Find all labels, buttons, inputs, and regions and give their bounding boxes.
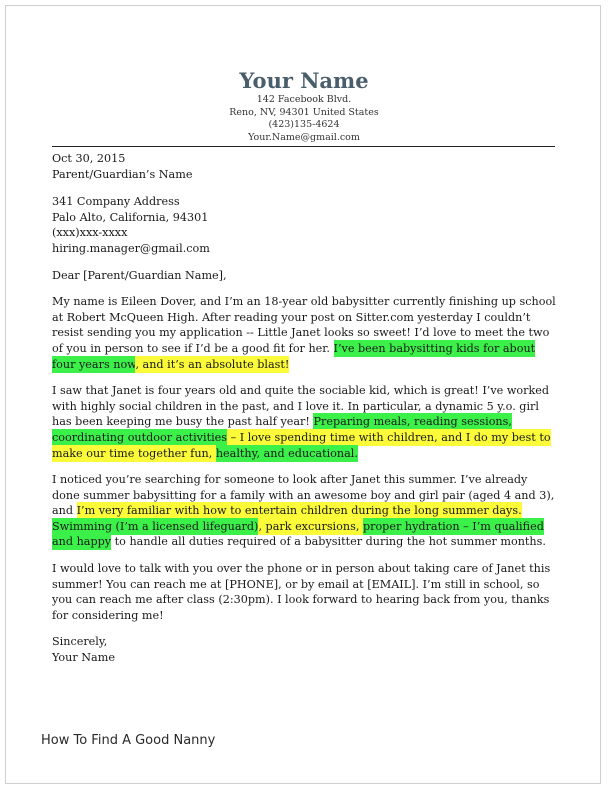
highlight-green: I’ve been babysitting kids for about: [333, 341, 536, 355]
paragraph-line: with highly social children in the past, and I love it. In particular, a dynamic 5 y.o. girl: [52, 399, 539, 413]
paragraph-line: [52, 503, 560, 519]
paragraph-line: I would love to talk with you over the phone or in person about taking care of Janet this: [52, 562, 551, 576]
text-run: and: [52, 504, 77, 518]
paragraph-line: [52, 341, 560, 357]
recipient-phone: (xxx)xxx-xxxx: [52, 226, 128, 240]
paragraph-line: [52, 446, 560, 462]
paragraph-2: [52, 383, 560, 461]
paragraph-line: [52, 357, 560, 373]
sender-phone: (423)135-4624: [268, 119, 340, 130]
text-run: of you in person to see if I’d be a good fit for her.: [52, 341, 334, 355]
paragraph-line: resist sending you my application -- Little Janet looks so sweet! I’d love to meet the two: [52, 326, 550, 340]
text-run: has been keeping me busy the past half year!: [52, 415, 314, 429]
highlight-yellow: , park excursions,: [258, 519, 363, 533]
paragraph-line: done summer babysitting for a family with an awesome boy and girl pair (aged 4 and 3),: [52, 488, 555, 502]
date-block: [52, 151, 560, 182]
paragraph-1: [52, 294, 560, 372]
paragraph-line: I saw that Janet is four years old and quite the sociable kid, which is great! I’ve worked: [52, 384, 550, 398]
paragraph-line: [52, 534, 560, 550]
paragraph-line: I noticed you’re searching for someone to look after Janet this summer. I’ve already: [52, 473, 528, 487]
letter-body: [52, 151, 560, 677]
recipient-email: hiring.manager@gmail.com: [52, 241, 210, 255]
paragraph-line: you can reach me after class (2:30pm). I look forward to hearing back from you, thanks: [52, 593, 550, 607]
highlight-green: healthy, and educational.: [215, 446, 358, 460]
paragraph-line: at Robert McQueen High. After reading your post on Sitter.com yesterday I couldn’t: [52, 310, 531, 324]
paragraph-line: [52, 430, 560, 446]
highlight-green: coordinating outdoor activities: [52, 430, 228, 444]
sender-address-line1: 142 Facebook Blvd.: [256, 94, 352, 105]
letter-date: Oct 30, 2015: [52, 152, 126, 165]
highlight-green: proper hydration – I’m qualified: [362, 519, 544, 533]
highlight-green: four years now: [52, 357, 136, 371]
paragraph-line: My name is Eileen Dover, and I’m an 18-year old babysitter currently finishing up school: [52, 295, 556, 309]
letterhead: [0, 68, 608, 144]
signature-name: Your Name: [52, 651, 115, 665]
recipient-address: [52, 194, 560, 256]
closing: Sincerely,: [52, 635, 108, 649]
highlight-yellow: – I love spending time with children, and I do my best to: [227, 430, 551, 444]
highlight-green: and happy: [52, 535, 112, 549]
sender-name: Your Name: [239, 68, 369, 93]
sender-email: Your.Name@gmail.com: [248, 131, 360, 143]
paragraph-line: [52, 519, 560, 535]
salutation-text: Dear [Parent/Guardian Name],: [52, 268, 227, 282]
recipient-city: Palo Alto, California, 94301: [52, 210, 209, 224]
header-divider: [52, 146, 555, 147]
paragraph-4: [52, 561, 560, 623]
paragraph-3: [52, 472, 560, 550]
recipient-title: Parent/Guardian’s Name: [52, 167, 193, 181]
highlight-green: Preparing meals, reading sessions,: [313, 415, 512, 429]
paragraph-line: [52, 414, 560, 430]
paragraph-line: summer! You can reach me at [PHONE], or by email at [EMAIL]. I’m still in school, so: [52, 577, 540, 591]
highlight-green: Swimming (I’m a licensed lifeguard): [52, 519, 259, 533]
image-caption: How To Find A Good Nanny: [41, 733, 216, 748]
recipient-company: 341 Company Address: [52, 195, 180, 209]
highlight-yellow: I’m very familiar with how to entertain children during the long summer days.: [76, 504, 522, 518]
paragraph-line: for considering me!: [52, 608, 164, 622]
text-run: to handle all duties required of a babysitter during the hot summer months.: [111, 535, 546, 549]
sender-address-line2: Reno, NV, 94301 United States: [229, 106, 379, 118]
salutation: [52, 268, 560, 284]
highlight-yellow: make our time together fun,: [52, 446, 216, 460]
highlight-yellow: , and it’s an absolute blast!: [135, 357, 290, 371]
sign-off: [52, 634, 560, 665]
